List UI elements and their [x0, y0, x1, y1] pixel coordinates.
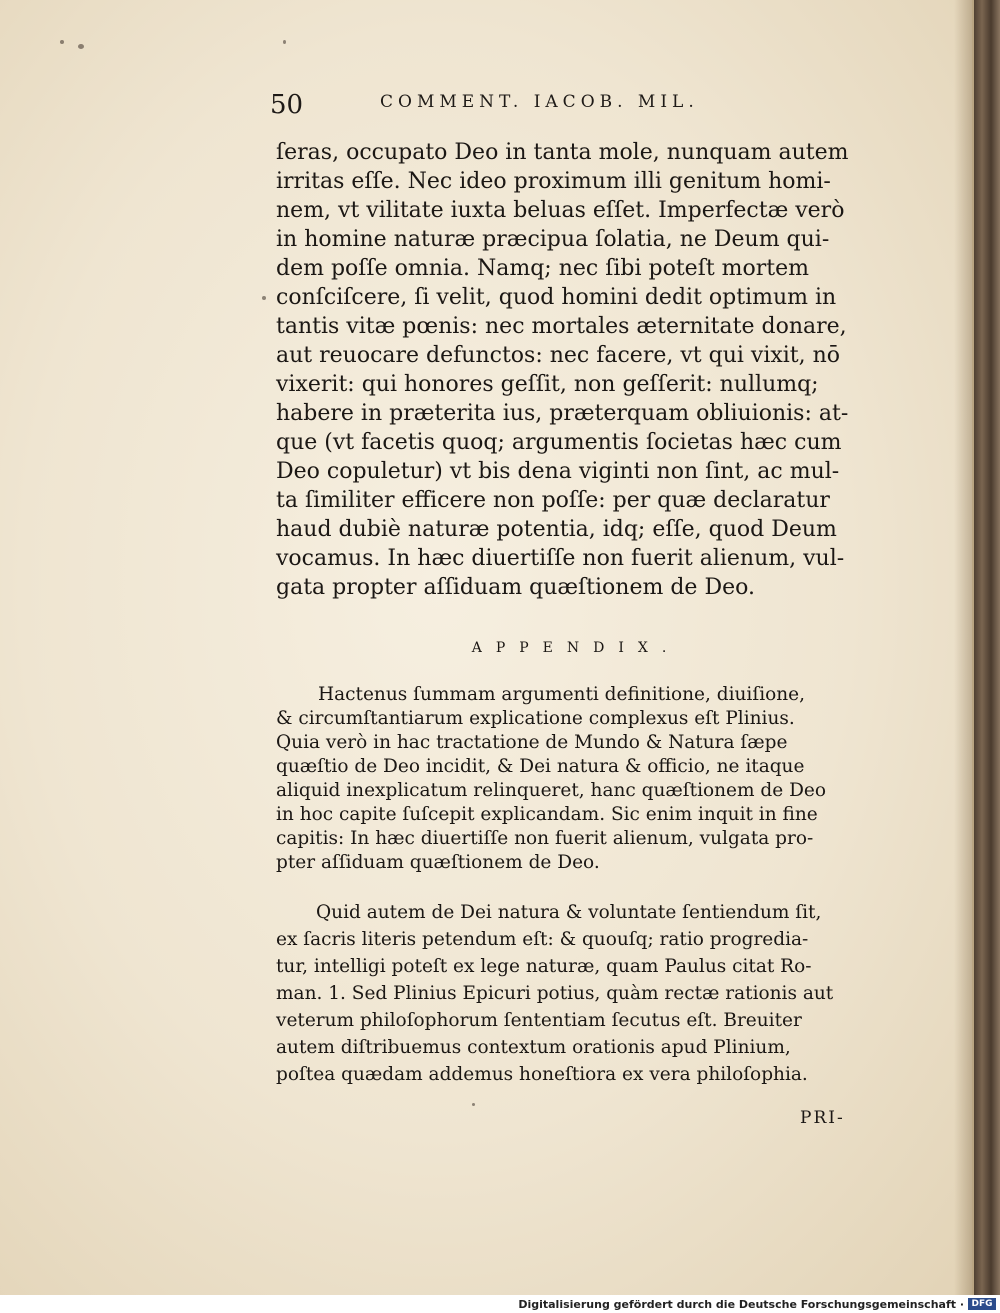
text-line: gata propter aſſiduam quæſtionem de Deo. [276, 575, 755, 600]
text-line: poſtea quædam addemus honeſtiora ex vera philoſophia. [276, 1064, 808, 1085]
text-line: tur, intelligi poteſt ex lege naturæ, quam Paulus citat Ro- [276, 956, 812, 977]
text-line: autem diſtribuemus contextum orationis apud Plinium, [276, 1037, 791, 1058]
page-number: 50 [270, 90, 304, 120]
digitization-footer [0, 1295, 1000, 1313]
funding-notice: Digitalisierung gefördert durch die Deutsche Forschungsgemeinschaft · [518, 1298, 964, 1311]
text-line: aut reuocare defunctos: nec facere, vt qui vixit, nō [276, 343, 841, 368]
paper-speck [60, 40, 64, 44]
paper-speck [78, 44, 84, 49]
text-line: capitis: In hæc diuertiſſe non fuerit alienum, vulgata pro- [276, 828, 814, 849]
text-line: veterum philoſophorum ſententiam ſecutus eſt. Breuiter [276, 1010, 802, 1031]
text-line: dem poſſe omnia. Namq; nec ſibi poteſt mortem [276, 256, 810, 281]
text-line: irritas eſſe. Nec ideo proximum illi genitum homi- [276, 169, 831, 194]
text-line: quæſtio de Deo incidit, & Dei natura & officio, ne itaque [276, 756, 805, 777]
book-spine [970, 0, 1000, 1295]
text-line: tantis vitæ pœnis: nec mortales æternitate donare, [276, 314, 847, 339]
text-line: aliquid inexplicatum relinqueret, hanc quæſtionem de Deo [276, 780, 827, 801]
text-line: pter aſſiduam quæſtionem de Deo. [276, 852, 600, 873]
text-line: & circumſtantiarum explicatione complexus eſt Plinius. [276, 708, 795, 729]
text-line: habere in præterita ius, præterquam obliuionis: at- [276, 401, 849, 426]
text-line: Quia verò in hac tractatione de Mundo & Natura ſæpe [276, 732, 788, 753]
running-head: COMMENT. IACOB. MIL. [380, 92, 699, 112]
text-line: que (vt facetis quoq; argumentis ſocietas hæc cum [276, 430, 842, 455]
text-line: Deo copuletur) vt bis dena viginti non ſint, ac mul- [276, 459, 840, 484]
text-line: haud dubiè naturæ potentia, idq; eſſe, quod Deum [276, 517, 837, 542]
text-line: Quid autem de Dei natura & voluntate ſentiendum ſit, [316, 902, 822, 923]
paper-speck [283, 40, 286, 44]
text-line: ta ſimiliter efficere non poſſe: per quæ declaratur [276, 488, 830, 513]
paper-speck [262, 296, 266, 300]
appendix-heading: APPENDIX. [471, 640, 681, 656]
text-line: vixerit: qui honores geſſit, non geſſerit: nullumq; [276, 372, 819, 397]
text-line: in homine naturæ præcipua ſolatia, ne Deum qui- [276, 227, 830, 252]
text-line: in hoc capite ſuſcepit explicandam. Sic enim inquit in fine [276, 804, 818, 825]
text-line: conſciſcere, ſi velit, quod homini dedit optimum in [276, 285, 837, 310]
dfg-logo: DFG [968, 1298, 996, 1310]
page-header [270, 90, 870, 120]
page-edge-shadow [954, 0, 972, 1295]
text-line: man. 1. Sed Plinius Epicuri potius, quàm rectæ rationis aut [276, 983, 834, 1004]
catchword: PRI- [800, 1108, 845, 1128]
paper-speck [472, 1103, 475, 1106]
text-line: vocamus. In hæc diuertiſſe non fuerit alienum, vul- [276, 546, 845, 571]
text-line: nem, vt vilitate iuxta beluas eſſet. Imperfectæ verò [276, 198, 845, 223]
text-line: ſeras, occupato Deo in tanta mole, nunquam autem [276, 140, 849, 165]
text-line: ex ſacris literis petendum eſt: & quouſq; ratio progredia- [276, 929, 809, 950]
text-line: Hactenus ſummam argumenti definitione, diuiſione, [318, 684, 805, 705]
